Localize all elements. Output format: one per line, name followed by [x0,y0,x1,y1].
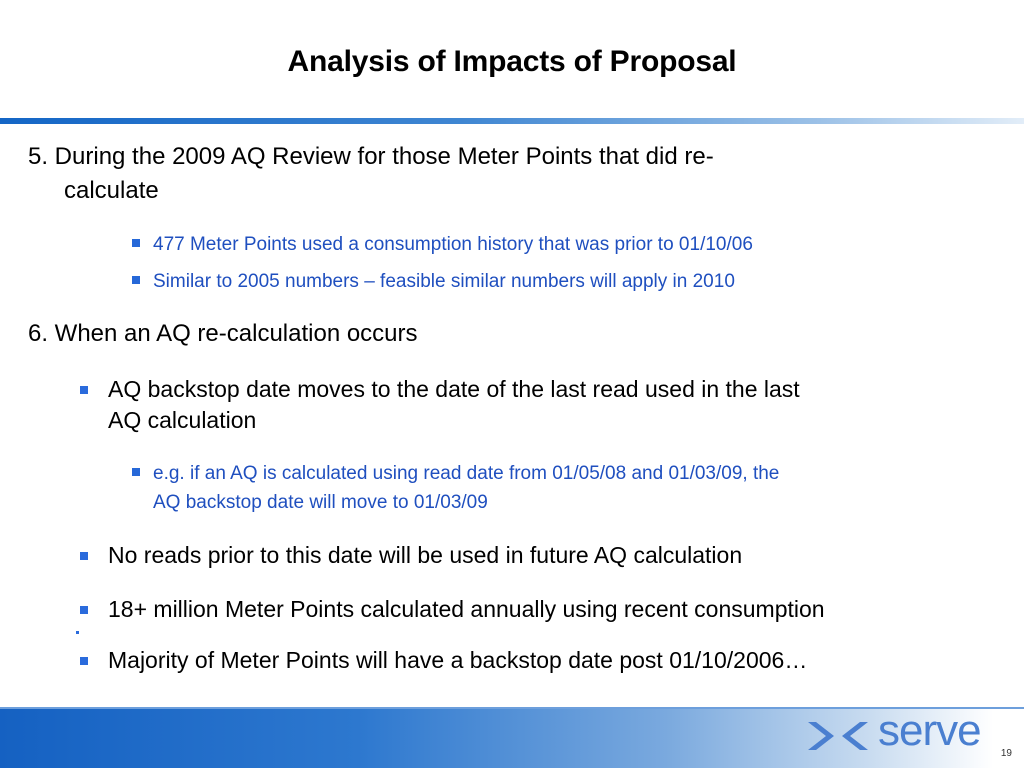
bullet-text: Similar to 2005 numbers – feasible similar numbers will apply in 2010 [153,271,735,292]
list-item [132,267,1012,296]
point-5-line-2: calculate [64,177,159,204]
example-line-2: AQ backstop date will move to 01/03/09 [153,492,488,513]
bullet-text [108,374,800,436]
point-5 [28,140,988,208]
bullet-text: 477 Meter Points used a consumption history that was prior to 01/10/06 [153,234,753,255]
square-bullet-icon [80,386,88,394]
bullet-text: No reads prior to this date will be used in future AQ calculation [108,542,743,568]
slide-title: Analysis of Impacts of Proposal [287,45,737,78]
stray-bullet-dot [76,631,79,634]
xoserve-logo-text: serve [878,706,981,755]
list-item [80,374,1000,436]
bullet-text: 18+ million Meter Points calculated annually using recent consumption [108,596,825,622]
bullet-text-line-1: AQ backstop date moves to the date of the last read used in the last [108,376,800,402]
bullet-text [153,459,779,517]
square-bullet-icon [132,468,140,476]
square-bullet-icon [80,552,88,560]
square-bullet-icon [80,606,88,614]
list-item [80,594,1000,625]
square-bullet-icon [132,276,140,284]
square-bullet-icon [80,657,88,665]
list-item [80,645,1000,676]
bullet-text-line-2: AQ calculation [108,407,257,433]
list-item [132,230,1012,259]
point-5-line-1: 5. During the 2009 AQ Review for those Meter Points that did re- [28,143,714,170]
footer-line [0,707,1024,709]
title-divider [0,118,1024,124]
point-6 [28,317,988,351]
square-bullet-icon [132,239,140,247]
page-number: 19 [1000,748,1012,759]
list-item [132,459,1012,517]
example-line-1: e.g. if an AQ is calculated using read date from 01/05/08 and 01/03/09, the [153,463,780,484]
list-item [80,540,1000,571]
bullet-text: Majority of Meter Points will have a backstop date post 01/10/2006… [108,647,808,673]
point-6-text: 6. When an AQ re-calculation occurs [28,320,418,347]
